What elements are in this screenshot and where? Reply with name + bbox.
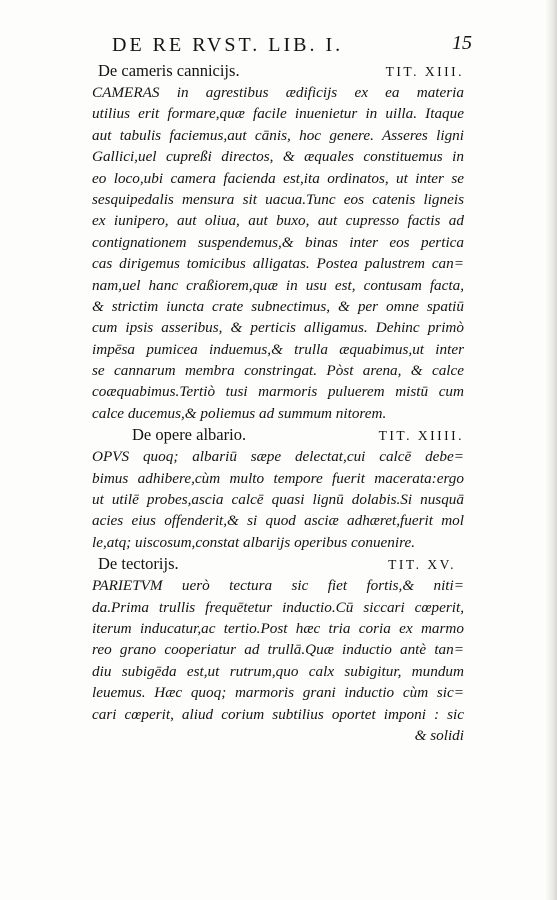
text-line: diu subigēda est,ut rutrum,quo calx subigitur, mundum bbox=[92, 662, 464, 680]
text-line: cas dirigemus tomicibus alligatas. Postea palustrem can= bbox=[92, 255, 464, 273]
section-title: De cameris cannicijs. bbox=[98, 61, 240, 80]
text-line: iterum inducatur,ac tertio.Post hæc tria coria ex marmo bbox=[92, 619, 464, 637]
text-line: aut tabulis faciemus,aut cānis, hoc genere. Asseres ligni bbox=[92, 126, 464, 144]
text-line: cari cœperit, aliud corium subtilius oportet imponi : sic bbox=[92, 705, 464, 723]
text-line: contignationem suspendemus,& binas inter eos pertica bbox=[92, 233, 464, 251]
section-heading bbox=[92, 553, 464, 575]
page-gutter-shadow bbox=[545, 0, 557, 900]
section-number: TIT. XIIII. bbox=[378, 428, 464, 444]
text-line: PARIETVM uerò tectura sic fiet fortis,& niti= bbox=[92, 577, 464, 595]
page-number: 15 bbox=[452, 32, 472, 54]
text-line: bimus adhibere,cùm multo tempore fuerit macerata:ergo bbox=[92, 469, 464, 487]
text-line: cum ipsis asseribus, & perticis alligamus. Dehinc primò bbox=[92, 319, 464, 337]
text-line: ut utilē probes,ascia calcē quasi lignū dolabis.Si nusquā bbox=[92, 491, 464, 509]
text-line: utilius erit formare,quæ facile inuenietur in uilla. Itaque bbox=[92, 105, 464, 123]
text-line: impēsa pumicea induemus,& trulla æquabimus,ut inter bbox=[92, 340, 464, 358]
text-line: se cannarum membra constringat. Pòst arena, & calce bbox=[92, 362, 464, 380]
text-line: CAMERAS in agrestibus ædificijs ex ea materia bbox=[92, 84, 464, 101]
section-number: TIT. XIII. bbox=[385, 64, 464, 79]
text-line: calce ducemus,& poliemus ad summum nitorem. bbox=[92, 404, 387, 422]
section-body bbox=[92, 82, 464, 424]
text-line: eo loco,ubi camera facienda est,ita ordinatos, ut inter se bbox=[92, 169, 464, 187]
text-line: acies eius offenderit,& si quod asciæ adhæret,fuerit mol bbox=[92, 512, 464, 530]
catchword: & solidi bbox=[414, 726, 464, 744]
text-line: coæquabimus.Tertiò tusi marmoris puluerem mistū cum bbox=[92, 383, 464, 401]
page-text-block bbox=[92, 32, 472, 746]
section-heading bbox=[92, 60, 464, 82]
text-line: reo grano cooperiatur ad trullā.Quæ inductio antè tan= bbox=[92, 641, 464, 659]
text-line: sesquipedalis mensura sit uacua.Tunc eos catenis ligneis bbox=[92, 190, 464, 208]
text-line: da.Prima trullis frequētetur inductio.Cū siccari cœperit, bbox=[92, 598, 464, 616]
section-body bbox=[92, 446, 464, 553]
section-title: De tectorijs. bbox=[98, 554, 179, 574]
text-line: Gallici,uel cupreßi directos, & æquales constituemus in bbox=[92, 148, 464, 166]
section-number: TIT. XV. bbox=[388, 557, 456, 573]
page-header bbox=[92, 32, 472, 60]
text-line: OPVS quoq; albariū sæpe delectat,cui calcē debe= bbox=[92, 448, 464, 466]
section-title: De opere albario. bbox=[132, 425, 247, 445]
text-line: nam,uel hanc craßiorem,quæ in usu est, contusam facta, bbox=[92, 276, 464, 294]
section-heading bbox=[92, 424, 464, 446]
text-line: ex iunipero, aut oliua, aut buxo, aut cupresso factis ad bbox=[92, 212, 464, 230]
text-line: leuemus. Hæc quoq; marmoris grani inductio cùm sic= bbox=[92, 684, 464, 702]
section-body bbox=[92, 575, 464, 746]
text-line: le,atq; uiscosum,constat albarijs operibus conuenire. bbox=[92, 533, 415, 551]
text-line: & strictim iuncta crate subnectimus, & per omne spatiū bbox=[92, 297, 464, 315]
running-head: DE RE RVST. LIB. I. bbox=[112, 34, 344, 56]
